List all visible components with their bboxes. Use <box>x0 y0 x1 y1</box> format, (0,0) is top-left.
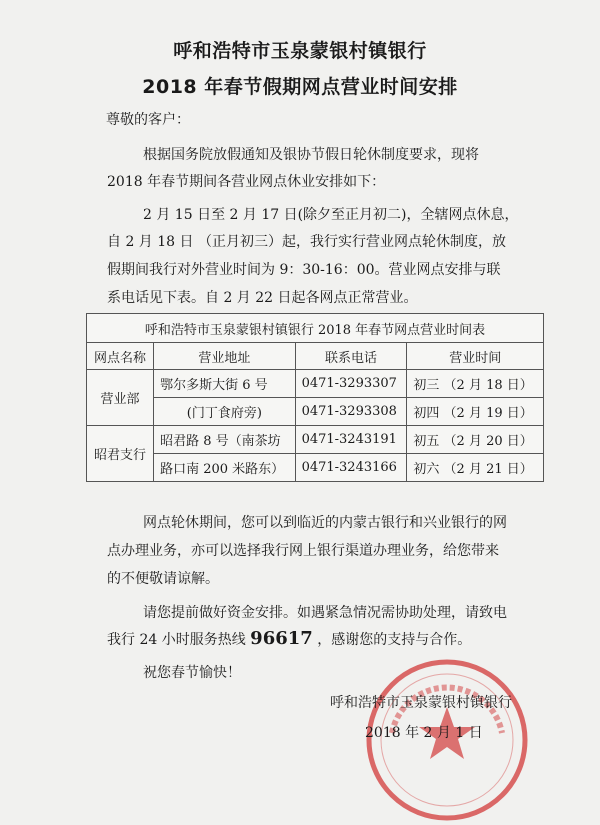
greeting: 尊敬的客户： <box>106 112 190 128</box>
hotline-prefix: 我行 24 小时服务热线 <box>107 632 246 648</box>
branch-address: (门丁食府旁) <box>154 398 295 426</box>
table-caption: 呼和浩特市玉泉蒙银村镇银行 2018 年春节网点营业时间表 <box>87 314 544 343</box>
paragraph-3-line-3: 的不便敬请谅解。 <box>107 571 219 587</box>
paragraph-3-line-2: 点办理业务，亦可以选择我行网上银行渠道办理业务，给您带来 <box>107 543 499 559</box>
header-branch: 网点名称 <box>87 343 154 370</box>
paragraph-2-line-4: 系电话见下表。自 2 月 22 日起各网点正常营业。 <box>107 290 418 306</box>
paragraph-4-line-1: 请您提前做好资金安排。如遇紧急情况需协助处理，请致电 <box>143 605 507 621</box>
header-hours: 营业时间 <box>407 343 544 370</box>
branch-hours: 初五 （2 月 20 日） <box>407 426 544 454</box>
page-subtitle: 2018 年春节假期网点营业时间安排 <box>142 76 458 98</box>
table-header-row <box>87 343 544 370</box>
header-phone: 联系电话 <box>295 343 407 370</box>
branch-address: 昭君路 8 号（南茶坊 <box>154 426 295 454</box>
branch-address: 路口南 200 米路东） <box>154 454 295 482</box>
branch-name: 昭君支行 <box>87 426 154 482</box>
table-row <box>87 370 544 398</box>
table-row <box>87 426 544 454</box>
branch-hours: 初四 （2 月 19 日） <box>407 398 544 426</box>
branch-name: 营业部 <box>87 370 154 426</box>
hotline-suffix: ，感谢您的支持与合作。 <box>317 632 472 648</box>
paragraph-2-line-2: 自 2 月 18 日 （正月初三）起，我行实行营业网点轮休制度，放 <box>107 234 506 250</box>
branch-phone: 0471-3293308 <box>295 398 407 426</box>
paragraph-2-line-1: 2 月 15 日至 2 月 17 日(除夕至正月初二)，全辖网点休息， <box>143 207 519 223</box>
branch-phone: 0471-3243191 <box>295 426 407 454</box>
paragraph-3-line-1: 网点轮休期间，您可以到临近的内蒙古银行和兴业银行的网 <box>143 515 507 531</box>
branch-address: 鄂尔多斯大街 6 号 <box>154 370 295 398</box>
branch-hours: 初三 （2 月 18 日） <box>407 370 544 398</box>
paragraph-4-line-2 <box>107 629 471 650</box>
paragraph-2-line-3: 假期间我行对外营业时间为 9：30-16：00。营业网点安排与联 <box>107 262 501 278</box>
paragraph-1-line-2: 2018 年春节期间各营业网点休业安排如下： <box>107 174 386 190</box>
branch-phone: 0471-3243166 <box>295 454 407 482</box>
table-row <box>87 454 544 482</box>
header-address: 营业地址 <box>154 343 295 370</box>
branch-hours: 初六 （2 月 21 日） <box>407 454 544 482</box>
page-title: 呼和浩特市玉泉蒙银村镇银行 <box>173 40 427 62</box>
notice-date: 2018 年 2 月 1 日 <box>365 725 483 741</box>
paragraph-1-line-1: 根据国务院放假通知及银协节假日轮休制度要求，现将 <box>143 147 479 163</box>
schedule-table <box>86 313 544 482</box>
closing-greeting: 祝您春节愉快！ <box>143 665 241 681</box>
table-row <box>87 398 544 426</box>
hotline-number: 96617 <box>250 628 313 649</box>
branch-phone: 0471-3293307 <box>295 370 407 398</box>
signature: 呼和浩特市玉泉蒙银村镇银行 <box>330 695 512 711</box>
